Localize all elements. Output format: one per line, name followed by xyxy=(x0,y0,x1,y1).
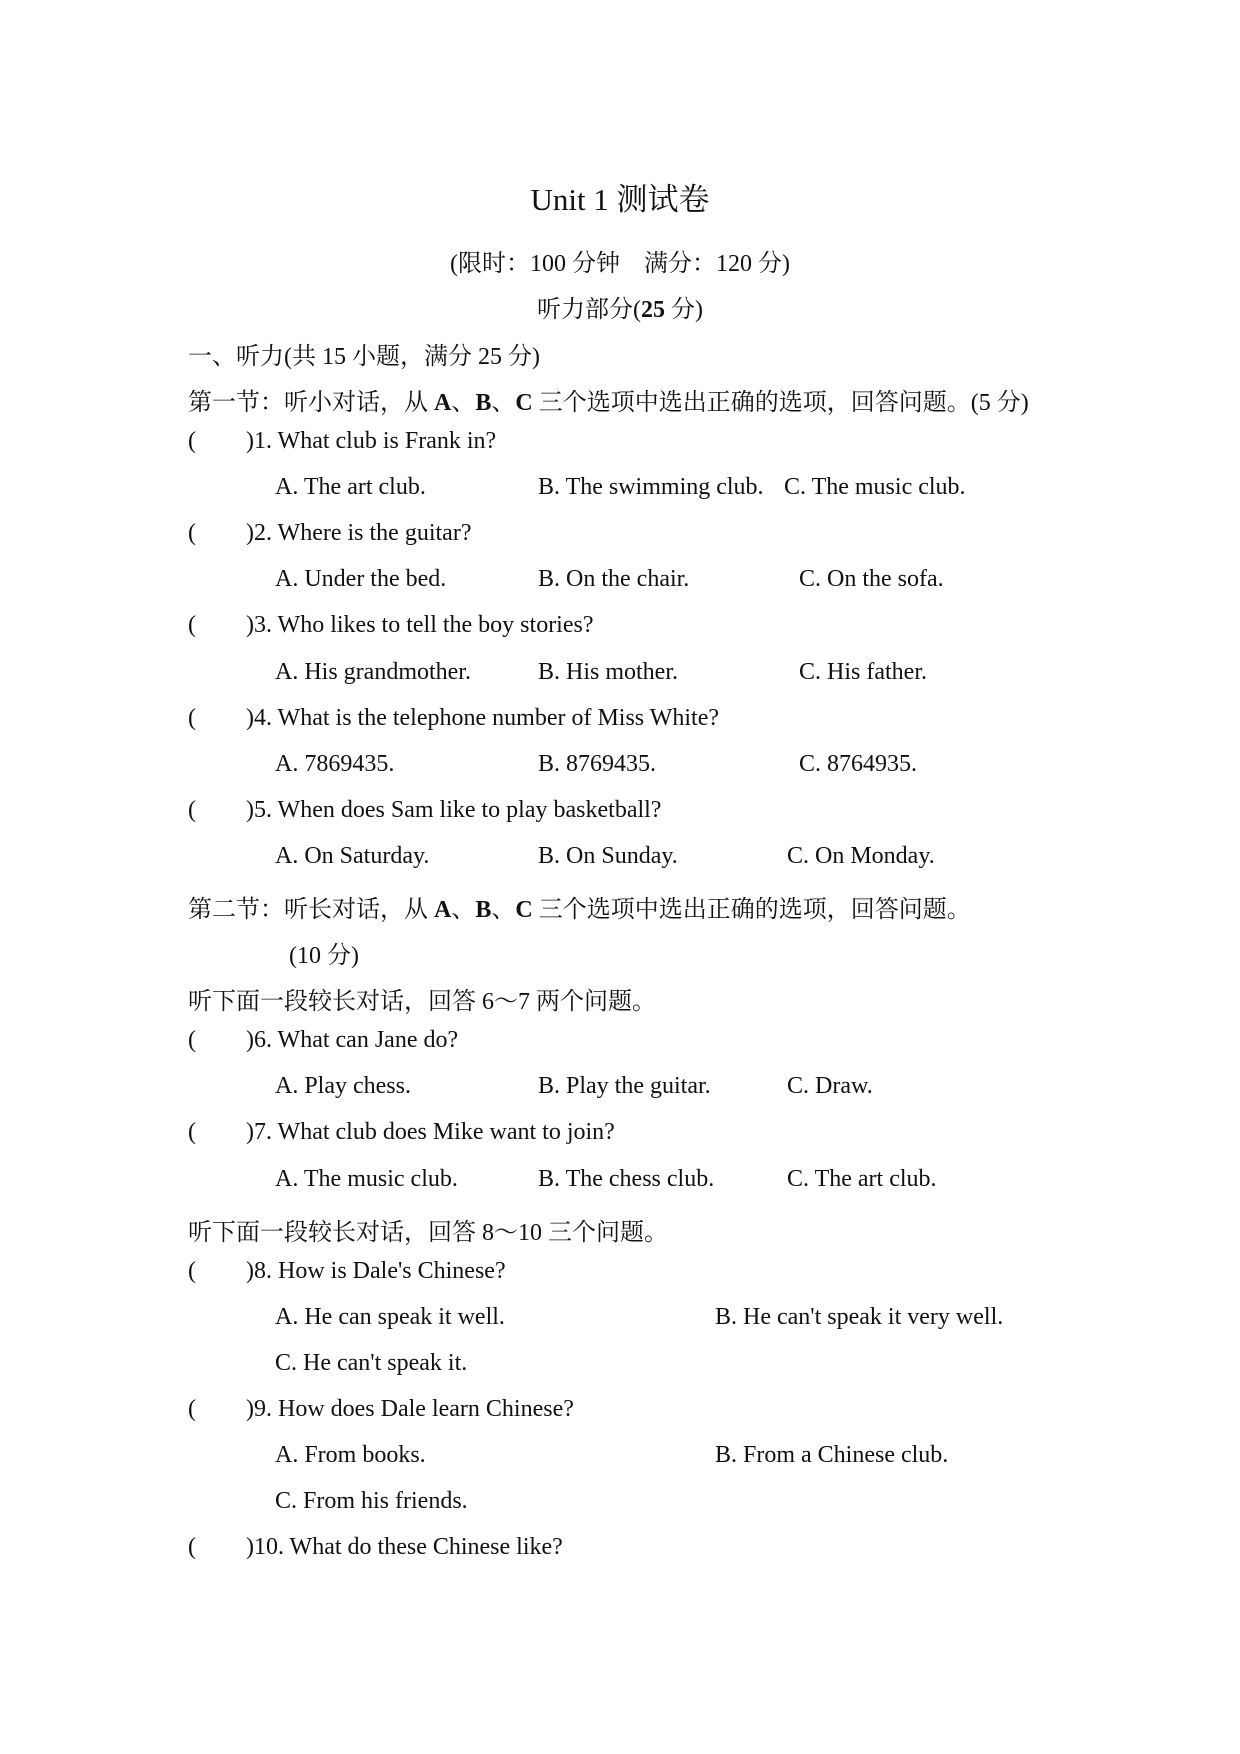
option-b: B. He can't speak it very well. xyxy=(715,1304,1004,1330)
answer-blank-open: ( xyxy=(188,1396,196,1422)
option-c: C. From his friends. xyxy=(275,1488,468,1514)
listening-part-heading xyxy=(0,289,1240,324)
option-c: C. 8764935. xyxy=(799,751,918,777)
option-b: B. On Sunday. xyxy=(538,843,678,869)
part-2-instruction-score: (10 分) xyxy=(289,943,359,969)
answer-blank-open: ( xyxy=(188,520,196,546)
question-stem: )10. What do these Chinese like? xyxy=(246,1534,563,1560)
listening-part-score: 25 xyxy=(641,297,665,323)
question-stem: )8. How is Dale's Chinese? xyxy=(246,1258,506,1284)
option-c: C. He can't speak it. xyxy=(275,1350,468,1376)
option-a: A. Under the bed. xyxy=(275,566,447,592)
option-c: C. On the sofa. xyxy=(799,566,944,592)
option-c: C. The music club. xyxy=(784,474,966,500)
option-b: B. His mother. xyxy=(538,659,679,685)
sub-instruction-8-10: 听下面一段较长对话，回答 8～10 三个问题。 xyxy=(188,1220,668,1246)
answer-blank-open: ( xyxy=(188,1027,196,1053)
question-stem: )9. How does Dale learn Chinese? xyxy=(246,1396,574,1422)
answer-blank-open: ( xyxy=(188,612,196,638)
option-c: C. On Monday. xyxy=(787,843,935,869)
question-stem: )2. Where is the guitar? xyxy=(246,520,472,546)
option-b: B. 8769435. xyxy=(538,751,657,777)
answer-blank-open: ( xyxy=(188,1534,196,1560)
part-2-instruction: 第二节：听长对话，从 A、B、C 三个选项中选出正确的选项，回答问题。 xyxy=(188,897,971,923)
option-b: B. The chess club. xyxy=(538,1166,715,1192)
option-b: B. The swimming club. xyxy=(538,474,764,500)
option-c: C. Draw. xyxy=(787,1073,873,1099)
exam-time-and-score: (限时：100 分钟 满分：120 分) xyxy=(450,251,790,277)
answer-blank-open: ( xyxy=(188,797,196,823)
question-stem: )4. What is the telephone number of Miss White? xyxy=(246,705,720,731)
option-b: B. From a Chinese club. xyxy=(715,1442,949,1468)
question-stem: )3. Who likes to tell the boy stories? xyxy=(246,612,594,638)
listening-part-heading-post: 分) xyxy=(665,297,703,323)
option-a: A. From books. xyxy=(275,1442,426,1468)
option-a: A. Play chess. xyxy=(275,1073,411,1099)
question-stem: )7. What club does Mike want to join? xyxy=(246,1119,615,1145)
listening-part-heading-pre: 听力部分( xyxy=(537,297,641,323)
part-1-instruction: 第一节：听小对话，从 A、B、C 三个选项中选出正确的选项，回答问题。(5 分) xyxy=(188,390,1029,416)
question-stem: )1. What club is Frank in? xyxy=(246,428,497,454)
option-c: C. His father. xyxy=(799,659,927,685)
option-b: B. On the chair. xyxy=(538,566,690,592)
option-a: A. The music club. xyxy=(275,1166,458,1192)
page-title: Unit 1 测试卷 xyxy=(530,182,710,217)
sub-instruction-6-7: 听下面一段较长对话，回答 6～7 两个问题。 xyxy=(188,989,656,1015)
question-stem: )6. What can Jane do? xyxy=(246,1027,459,1053)
answer-blank-open: ( xyxy=(188,428,196,454)
option-a: A. On Saturday. xyxy=(275,843,430,869)
answer-blank-open: ( xyxy=(188,1119,196,1145)
answer-blank-open: ( xyxy=(188,705,196,731)
answer-blank-open: ( xyxy=(188,1258,196,1284)
option-a: A. He can speak it well. xyxy=(275,1304,505,1330)
section-1-title: 一、听力(共 15 小题，满分 25 分) xyxy=(188,344,540,370)
option-a: A. 7869435. xyxy=(275,751,395,777)
option-b: B. Play the guitar. xyxy=(538,1073,711,1099)
option-a: A. His grandmother. xyxy=(275,659,471,685)
option-c: C. The art club. xyxy=(787,1166,937,1192)
question-stem: )5. When does Sam like to play basketball? xyxy=(246,797,662,823)
option-a: A. The art club. xyxy=(275,474,426,500)
